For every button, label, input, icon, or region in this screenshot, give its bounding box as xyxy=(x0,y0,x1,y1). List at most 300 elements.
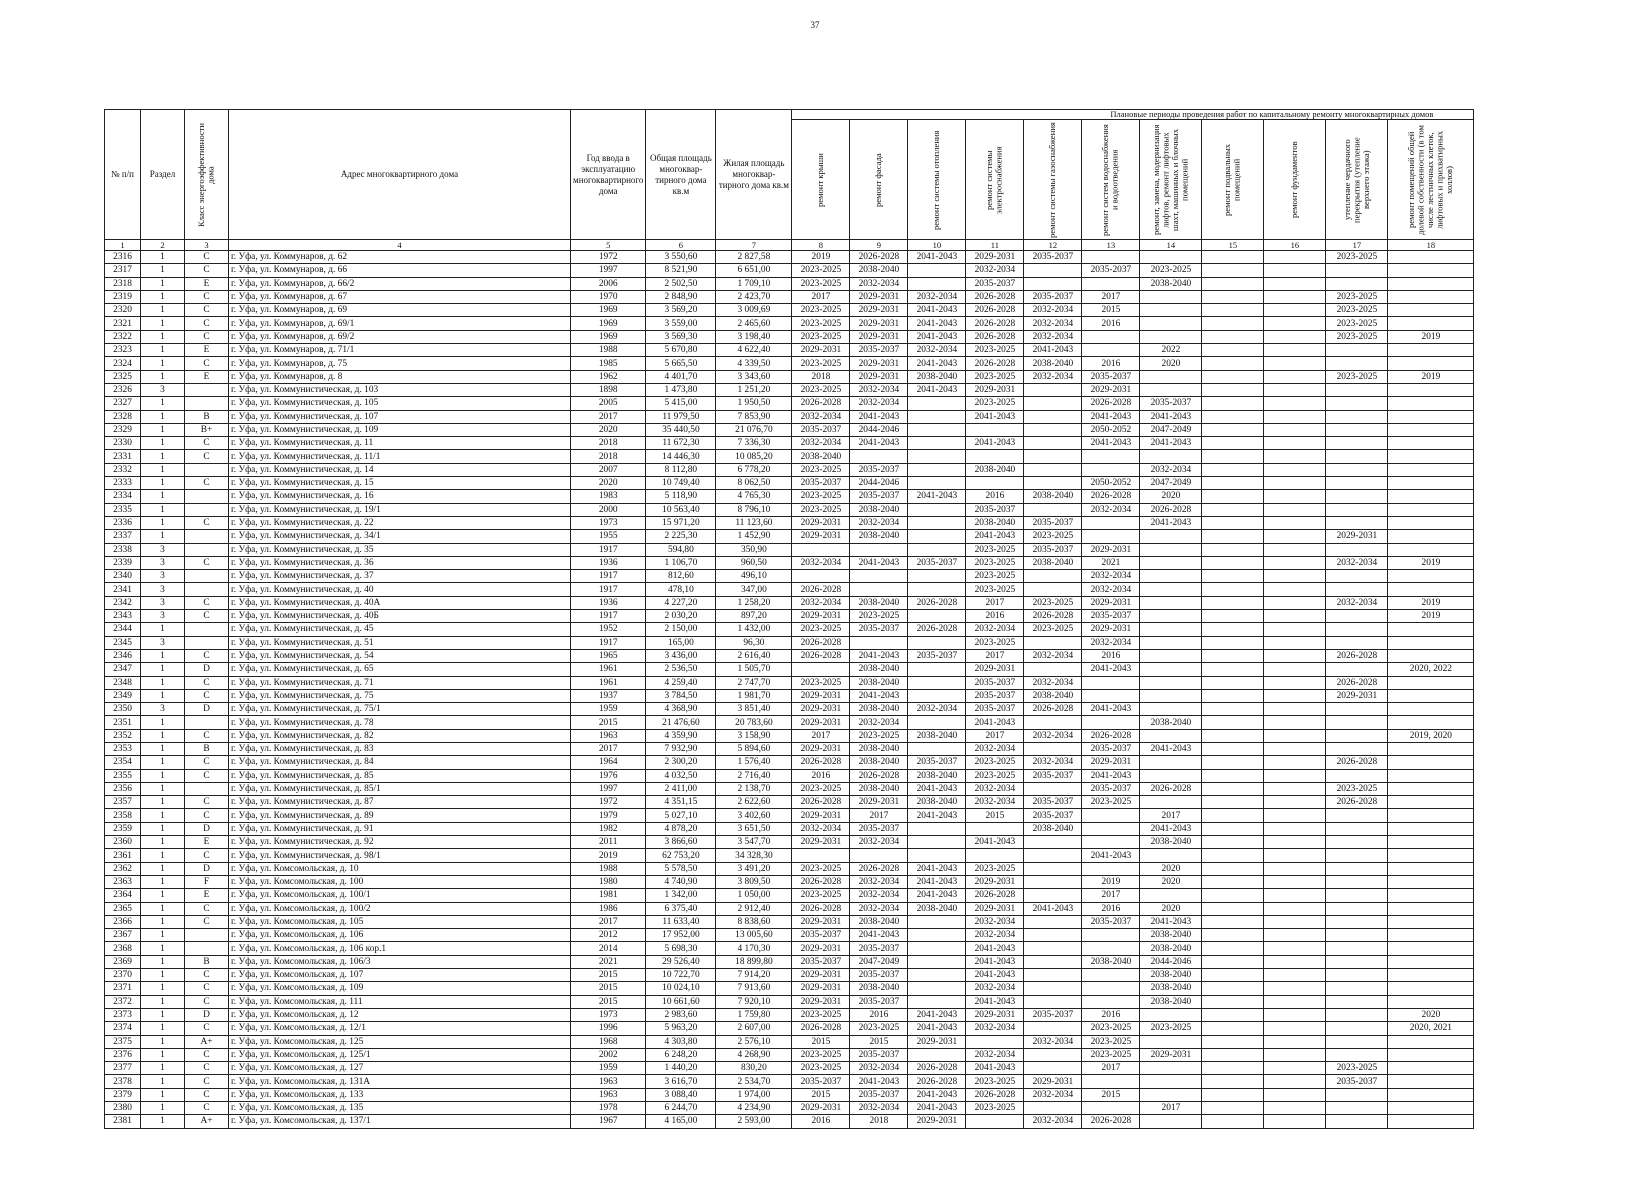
table-cell xyxy=(1264,251,1326,264)
table-cell: 2026-2028 xyxy=(792,902,850,915)
table-cell: 2 716,40 xyxy=(716,769,792,782)
table-cell: 2038-2040 xyxy=(850,663,908,676)
table-cell: 2029-2031 xyxy=(1082,543,1140,556)
address-cell: г. Уфа, ул. Коммунаров, д. 69/2 xyxy=(229,330,571,343)
table-cell xyxy=(1082,689,1140,702)
table-cell xyxy=(1202,503,1264,516)
table-cell: 2029-2031 xyxy=(1326,689,1388,702)
table-cell: 2041-2043 xyxy=(966,716,1024,729)
table-cell: D xyxy=(185,862,229,875)
table-cell: 2038-2040 xyxy=(908,902,966,915)
table-cell: 1 xyxy=(141,264,185,277)
table-cell: 2016 xyxy=(1082,1008,1140,1021)
table-cell: 2035-2037 xyxy=(850,969,908,982)
table-cell xyxy=(1326,570,1388,583)
table-cell xyxy=(1264,902,1326,915)
table-cell: 4 740,90 xyxy=(646,875,716,888)
table-cell: 2050-2052 xyxy=(1082,423,1140,436)
table-cell xyxy=(1024,437,1082,450)
table-cell xyxy=(908,437,966,450)
table-cell: 2 423,70 xyxy=(716,290,792,303)
table-row xyxy=(105,583,1474,596)
table-cell: 2041-2043 xyxy=(966,942,1024,955)
table-cell: 1965 xyxy=(571,649,646,662)
table-cell xyxy=(1202,742,1264,755)
table-cell: 2022 xyxy=(1140,344,1202,357)
table-cell: 2016 xyxy=(792,769,850,782)
table-cell xyxy=(908,982,966,995)
address-cell: г. Уфа, ул. Коммунистическая, д. 98/1 xyxy=(229,849,571,862)
table-cell xyxy=(1264,836,1326,849)
table-cell: 2347 xyxy=(105,663,141,676)
table-cell xyxy=(1140,610,1202,623)
table-cell xyxy=(1202,1102,1264,1115)
table-cell xyxy=(1082,1102,1140,1115)
table-cell xyxy=(1024,423,1082,436)
table-cell: 2015 xyxy=(792,1035,850,1048)
table-cell: 15 971,20 xyxy=(646,516,716,529)
table-cell xyxy=(1202,477,1264,490)
table-cell: 2032-2034 xyxy=(850,902,908,915)
table-cell: 2041-2043 xyxy=(966,955,1024,968)
table-cell xyxy=(1388,915,1474,928)
table-row xyxy=(105,596,1474,609)
table-row xyxy=(105,889,1474,902)
table-cell: 2017 xyxy=(1140,1102,1202,1115)
address-cell: г. Уфа, ул. Коммунистическая, д. 54 xyxy=(229,649,571,662)
table-cell xyxy=(1024,1102,1082,1115)
table-cell: 1959 xyxy=(571,1062,646,1075)
table-cell: D xyxy=(185,1008,229,1021)
table-cell: 2029-2031 xyxy=(966,1008,1024,1021)
table-cell: 1 576,40 xyxy=(716,756,792,769)
table-row xyxy=(105,809,1474,822)
table-cell xyxy=(1024,1048,1082,1061)
table-cell: 2026-2028 xyxy=(966,357,1024,370)
table-cell: 2035-2037 xyxy=(1024,543,1082,556)
table-cell: 2041-2043 xyxy=(966,437,1024,450)
table-cell: 2035-2037 xyxy=(850,1088,908,1101)
table-cell xyxy=(1024,742,1082,755)
table-cell: 2328 xyxy=(105,410,141,423)
table-cell: 2017 xyxy=(966,729,1024,742)
table-cell: C xyxy=(185,317,229,330)
table-cell xyxy=(1326,929,1388,942)
table-cell: 2023-2025 xyxy=(966,570,1024,583)
table-cell: 1 xyxy=(141,982,185,995)
table-cell xyxy=(1140,290,1202,303)
table-cell: 2026-2028 xyxy=(792,583,850,596)
address-cell: г. Уфа, ул. Комсомольская, д. 111 xyxy=(229,995,571,1008)
table-row xyxy=(105,742,1474,755)
table-cell xyxy=(966,1035,1024,1048)
table-cell xyxy=(1388,543,1474,556)
table-cell: 2 827,58 xyxy=(716,251,792,264)
table-cell: 1 xyxy=(141,836,185,849)
table-cell: 5 894,60 xyxy=(716,742,792,755)
table-cell: 2017 xyxy=(1140,809,1202,822)
table-cell: 2035-2037 xyxy=(850,995,908,1008)
table-cell xyxy=(908,676,966,689)
table-cell: 2032-2034 xyxy=(850,397,908,410)
table-cell: 2 225,30 xyxy=(646,530,716,543)
table-cell: 2026-2028 xyxy=(792,649,850,662)
address-cell: г. Уфа, ул. Комсомольская, д. 137/1 xyxy=(229,1115,571,1128)
table-row xyxy=(105,357,1474,370)
table-cell xyxy=(908,849,966,862)
table-cell: 4 165,00 xyxy=(646,1115,716,1128)
table-cell: 2041-2043 xyxy=(1140,915,1202,928)
table-cell xyxy=(1082,251,1140,264)
table-row xyxy=(105,796,1474,809)
table-cell: 2041-2043 xyxy=(850,437,908,450)
table-cell xyxy=(1082,277,1140,290)
table-cell xyxy=(1140,623,1202,636)
table-cell: 2035-2037 xyxy=(792,955,850,968)
table-cell: 1986 xyxy=(571,902,646,915)
table-cell: 3 xyxy=(141,556,185,569)
table-cell: 2016 xyxy=(1082,317,1140,330)
table-row xyxy=(105,264,1474,277)
table-cell: 2358 xyxy=(105,809,141,822)
table-cell: 2035-2037 xyxy=(850,1048,908,1061)
table-cell: 2035-2037 xyxy=(1082,742,1140,755)
table-cell: 1 xyxy=(141,875,185,888)
table-cell: 2017 xyxy=(1082,889,1140,902)
table-cell: C xyxy=(185,516,229,529)
table-cell: 2023-2025 xyxy=(966,1102,1024,1115)
table-cell xyxy=(1326,383,1388,396)
table-cell xyxy=(792,849,850,862)
table-cell xyxy=(850,583,908,596)
column-number-cell: 14 xyxy=(1140,240,1202,251)
table-cell: 2041-2043 xyxy=(1082,769,1140,782)
address-cell: г. Уфа, ул. Коммунаров, д. 66/2 xyxy=(229,277,571,290)
table-cell: 2346 xyxy=(105,649,141,662)
table-cell xyxy=(1202,849,1264,862)
table-cell: 2360 xyxy=(105,836,141,849)
table-cell: 2023-2025 xyxy=(1082,1022,1140,1035)
col-header-foundation: ремонт фундаментов xyxy=(1264,120,1326,240)
table-row xyxy=(105,317,1474,330)
table-cell xyxy=(1140,663,1202,676)
table-cell xyxy=(1388,649,1474,662)
table-row xyxy=(105,689,1474,702)
address-cell: г. Уфа, ул. Комсомольская, д. 133 xyxy=(229,1088,571,1101)
table-cell xyxy=(908,822,966,835)
table-cell: 2 411,00 xyxy=(646,782,716,795)
table-cell: 2041-2043 xyxy=(908,317,966,330)
table-cell: 2041-2043 xyxy=(850,410,908,423)
table-cell: 2041-2043 xyxy=(966,969,1024,982)
table-cell: 2032-2034 xyxy=(850,836,908,849)
table-cell xyxy=(1140,570,1202,583)
table-cell: 2035-2037 xyxy=(850,942,908,955)
table-cell: 2029-2031 xyxy=(850,357,908,370)
table-cell xyxy=(1264,1115,1326,1128)
table-cell xyxy=(1024,1062,1082,1075)
table-cell: 2029-2031 xyxy=(850,330,908,343)
table-cell xyxy=(1202,397,1264,410)
table-cell: 2372 xyxy=(105,995,141,1008)
table-cell: 3 402,60 xyxy=(716,809,792,822)
table-cell: 1 xyxy=(141,1075,185,1088)
table-cell xyxy=(1024,982,1082,995)
table-cell: 2035-2037 xyxy=(792,423,850,436)
table-cell: 3 009,69 xyxy=(716,304,792,317)
table-cell: 2038-2040 xyxy=(850,264,908,277)
table-cell xyxy=(1388,769,1474,782)
table-cell: 5 698,30 xyxy=(646,942,716,955)
address-cell: г. Уфа, ул. Коммунистическая, д. 40 xyxy=(229,583,571,596)
table-cell: 3 xyxy=(141,636,185,649)
table-cell xyxy=(1202,290,1264,303)
table-cell xyxy=(1082,344,1140,357)
table-cell: 4 303,80 xyxy=(646,1035,716,1048)
table-cell: 2029-2031 xyxy=(850,290,908,303)
table-cell: 2020 xyxy=(1140,862,1202,875)
col-header-planned-periods: Плановые периоды проведения работ по капитальному ремонту многоквартирных домов xyxy=(792,110,1474,120)
table-cell xyxy=(1326,503,1388,516)
table-cell xyxy=(185,543,229,556)
table-cell: 2023-2025 xyxy=(1140,1022,1202,1035)
table-cell: 2029-2031 xyxy=(792,969,850,982)
table-cell: 2038-2040 xyxy=(850,530,908,543)
table-cell: 2023-2025 xyxy=(1024,530,1082,543)
table-cell: 2029-2031 xyxy=(966,251,1024,264)
table-cell xyxy=(908,583,966,596)
table-cell xyxy=(966,849,1024,862)
table-cell xyxy=(908,955,966,968)
table-row xyxy=(105,1088,1474,1101)
table-cell: 2017 xyxy=(850,809,908,822)
table-cell: 2038-2040 xyxy=(1140,982,1202,995)
table-row xyxy=(105,649,1474,662)
table-cell: 2023-2025 xyxy=(850,1022,908,1035)
table-cell xyxy=(1326,902,1388,915)
table-cell: 2029-2031 xyxy=(1082,596,1140,609)
table-cell xyxy=(1202,251,1264,264)
table-cell: 2032-2034 xyxy=(1082,503,1140,516)
table-cell: 2359 xyxy=(105,822,141,835)
table-cell: 2026-2028 xyxy=(792,636,850,649)
table-cell xyxy=(1264,822,1326,835)
table-cell: 2032-2034 xyxy=(1024,729,1082,742)
table-cell xyxy=(1326,450,1388,463)
table-cell xyxy=(1388,583,1474,596)
table-cell: 1 974,00 xyxy=(716,1088,792,1101)
table-cell xyxy=(1082,862,1140,875)
table-cell xyxy=(1140,1062,1202,1075)
table-cell: 2026-2028 xyxy=(1082,1115,1140,1128)
table-cell: D xyxy=(185,703,229,716)
table-cell xyxy=(1024,915,1082,928)
table-cell: 1917 xyxy=(571,610,646,623)
table-cell: 2041-2043 xyxy=(908,1088,966,1101)
table-row xyxy=(105,636,1474,649)
table-row xyxy=(105,503,1474,516)
table-cell: 2026-2028 xyxy=(1326,756,1388,769)
table-cell: 2032-2034 xyxy=(850,716,908,729)
table-cell: 2032-2034 xyxy=(1082,636,1140,649)
address-cell: г. Уфа, ул. Комсомольская, д. 100 xyxy=(229,875,571,888)
table-cell: 1967 xyxy=(571,1115,646,1128)
table-cell: 10 661,60 xyxy=(646,995,716,1008)
table-row xyxy=(105,875,1474,888)
table-cell: 2050-2052 xyxy=(1082,477,1140,490)
table-cell: 2041-2043 xyxy=(1082,663,1140,676)
table-cell xyxy=(1326,809,1388,822)
table-cell: 4 268,90 xyxy=(716,1048,792,1061)
table-cell: 3 xyxy=(141,703,185,716)
table-cell: 2322 xyxy=(105,330,141,343)
table-cell xyxy=(1388,796,1474,809)
table-cell: 2032-2034 xyxy=(908,703,966,716)
col-header-section: Раздел xyxy=(141,110,185,240)
table-cell: 2 747,70 xyxy=(716,676,792,689)
table-cell: 2364 xyxy=(105,889,141,902)
table-cell: C xyxy=(185,902,229,915)
table-cell: 2023-2025 xyxy=(792,623,850,636)
table-cell: 2038-2040 xyxy=(966,463,1024,476)
table-cell: 2041-2043 xyxy=(908,490,966,503)
table-cell: 2023-2025 xyxy=(966,556,1024,569)
table-cell: 2338 xyxy=(105,543,141,556)
table-cell: 2015 xyxy=(966,809,1024,822)
table-cell xyxy=(1326,344,1388,357)
table-cell: 2041-2043 xyxy=(966,1062,1024,1075)
table-cell xyxy=(908,915,966,928)
table-cell xyxy=(850,570,908,583)
address-cell: г. Уфа, ул. Комсомольская, д. 125/1 xyxy=(229,1048,571,1061)
table-cell xyxy=(1082,929,1140,942)
table-cell: 2319 xyxy=(105,290,141,303)
table-cell xyxy=(1326,543,1388,556)
col-header-facade: ремонт фасада xyxy=(850,120,908,240)
table-row xyxy=(105,477,1474,490)
table-cell xyxy=(1082,516,1140,529)
table-cell xyxy=(1202,543,1264,556)
address-cell: г. Уфа, ул. Коммунистическая, д. 35 xyxy=(229,543,571,556)
table-cell: 2355 xyxy=(105,769,141,782)
table-cell: 2023-2025 xyxy=(792,330,850,343)
table-cell xyxy=(185,782,229,795)
table-cell xyxy=(1388,875,1474,888)
table-cell: 2026-2028 xyxy=(1082,397,1140,410)
table-cell: 3 xyxy=(141,543,185,556)
table-row xyxy=(105,277,1474,290)
table-cell xyxy=(850,543,908,556)
table-cell: 1 xyxy=(141,742,185,755)
table-cell: 2035-2037 xyxy=(1326,1075,1388,1088)
table-cell: 2029-2031 xyxy=(850,317,908,330)
table-cell: 3 866,60 xyxy=(646,836,716,849)
table-cell: 2023-2025 xyxy=(1326,317,1388,330)
address-cell: г. Уфа, ул. Коммунистическая, д. 85 xyxy=(229,769,571,782)
address-cell: г. Уфа, ул. Коммунистическая, д. 16 xyxy=(229,490,571,503)
table-cell xyxy=(185,490,229,503)
table-cell: 3 xyxy=(141,570,185,583)
table-cell xyxy=(1264,742,1326,755)
table-cell: 2041-2043 xyxy=(966,836,1024,849)
table-cell xyxy=(1388,902,1474,915)
table-cell: 1 xyxy=(141,929,185,942)
table-cell xyxy=(1264,530,1326,543)
table-cell: 2026-2028 xyxy=(1326,676,1388,689)
table-cell: 1 258,20 xyxy=(716,596,792,609)
table-cell: 3 547,70 xyxy=(716,836,792,849)
table-row xyxy=(105,543,1474,556)
table-cell xyxy=(908,836,966,849)
table-cell: C xyxy=(185,649,229,662)
table-cell xyxy=(1326,769,1388,782)
table-cell: 2032-2034 xyxy=(850,1102,908,1115)
table-cell: 2044-2046 xyxy=(1140,955,1202,968)
table-cell: C xyxy=(185,251,229,264)
table-cell xyxy=(1202,410,1264,423)
table-cell: 2023-2025 xyxy=(792,490,850,503)
address-cell: г. Уфа, ул. Коммунистическая, д. 75 xyxy=(229,689,571,702)
table-cell xyxy=(1140,556,1202,569)
table-cell xyxy=(1264,397,1326,410)
table-cell: 2047-2049 xyxy=(1140,423,1202,436)
table-cell: 2023-2025 xyxy=(792,317,850,330)
table-cell xyxy=(1326,437,1388,450)
table-cell: 2317 xyxy=(105,264,141,277)
table-cell xyxy=(185,716,229,729)
table-row xyxy=(105,955,1474,968)
table-cell: 2019 xyxy=(1082,875,1140,888)
table-cell xyxy=(1388,383,1474,396)
table-cell: 2032-2034 xyxy=(1140,463,1202,476)
table-cell: 2032-2034 xyxy=(1024,370,1082,383)
table-cell xyxy=(1264,1048,1326,1061)
table-cell: 2041-2043 xyxy=(1082,410,1140,423)
table-cell: 2016 xyxy=(850,1008,908,1021)
table-cell: 2032-2034 xyxy=(850,516,908,529)
table-cell: 2038-2040 xyxy=(1140,836,1202,849)
column-number-cell: 13 xyxy=(1082,240,1140,251)
table-cell xyxy=(1140,383,1202,396)
table-cell: 2041-2043 xyxy=(966,530,1024,543)
table-cell: 1 xyxy=(141,304,185,317)
table-cell: 1 xyxy=(141,822,185,835)
table-cell: 2035-2037 xyxy=(966,689,1024,702)
address-cell: г. Уфа, ул. Коммунистическая, д. 87 xyxy=(229,796,571,809)
table-cell: 2365 xyxy=(105,902,141,915)
table-cell xyxy=(1264,490,1326,503)
table-cell: 1 xyxy=(141,477,185,490)
table-cell: 2332 xyxy=(105,463,141,476)
table-cell: 2038-2040 xyxy=(1140,969,1202,982)
table-cell xyxy=(908,277,966,290)
table-cell: 2038-2040 xyxy=(850,503,908,516)
table-cell xyxy=(1388,862,1474,875)
table-cell: 1 xyxy=(141,1035,185,1048)
col-header-year: Год ввода в эксплуатацию многоквартирного дома xyxy=(571,110,646,240)
table-cell: 2038-2040 xyxy=(792,450,850,463)
table-cell: 2341 xyxy=(105,583,141,596)
table-cell: 1 xyxy=(141,796,185,809)
table-cell xyxy=(1024,277,1082,290)
table-cell: 1 xyxy=(141,330,185,343)
table-cell xyxy=(1082,450,1140,463)
table-cell: 2023-2025 xyxy=(1326,290,1388,303)
table-cell: 8 062,50 xyxy=(716,477,792,490)
table-cell xyxy=(1202,769,1264,782)
table-cell: C xyxy=(185,915,229,928)
table-cell xyxy=(1202,437,1264,450)
